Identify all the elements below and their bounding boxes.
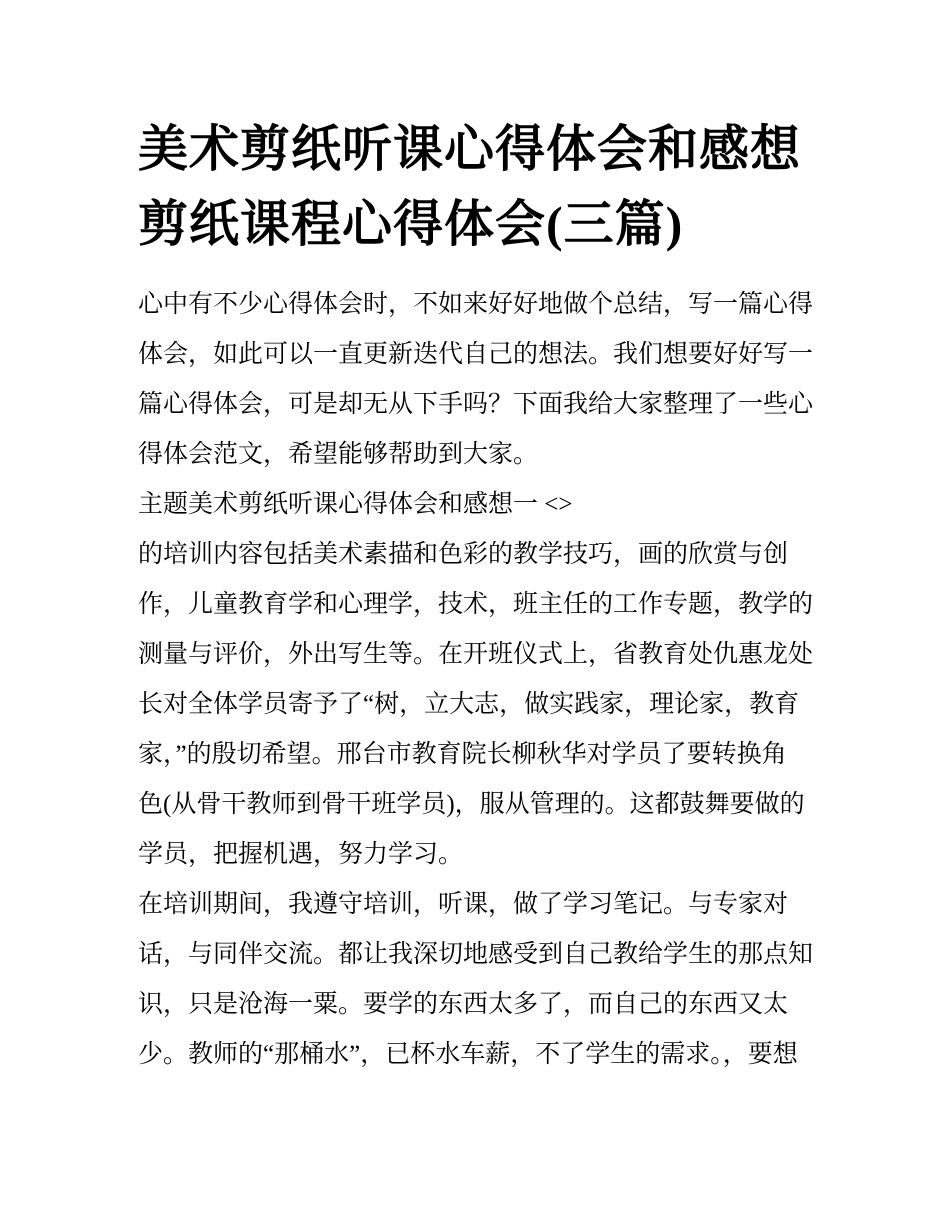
text-line: 的培训内容包括美术素描和色彩的教学技巧，画的欣赏与创 bbox=[138, 541, 789, 568]
document-title-line-2: 剪纸课程心得体会(三篇) bbox=[138, 196, 684, 252]
text-line: 少。教师的“那桶水”，已杯水车薪，不了学生的需求。，要想 bbox=[138, 1041, 798, 1068]
text-line: 主题美术剪纸听课心得体会和感想一 <> bbox=[138, 491, 573, 518]
paragraph-training-experience bbox=[138, 880, 820, 1080]
paragraph-intro bbox=[138, 280, 820, 480]
text-line: 话，与同伴交流。都让我深切地感受到自己教给学生的那点知 bbox=[138, 941, 814, 968]
text-line: 色(从骨干教师到骨干班学员)，服从管理的。这都鼓舞要做的 bbox=[138, 791, 805, 818]
text-line: 学员，把握机遇，努力学习。 bbox=[138, 841, 464, 868]
text-line: 得体会范文，希望能够帮助到大家。 bbox=[138, 441, 539, 468]
document-title bbox=[138, 112, 820, 262]
text-line: 作，儿童教育学和心理学，技术，班主任的工作专题，教学的 bbox=[138, 591, 814, 618]
text-line: 测量与评价，外出写生等。在开班仪式上，省教育处仇惠龙处 bbox=[138, 641, 814, 668]
text-line: 长对全体学员寄予了“树，立大志，做实践家，理论家，教育 bbox=[138, 691, 800, 718]
paragraph-training-content bbox=[138, 530, 820, 880]
text-line: 家，”的殷切希望。邢台市教育院长柳秋华对学员了要转换角 bbox=[138, 741, 787, 768]
text-line: 篇心得体会，可是却无从下手吗？下面我给大家整理了一些心 bbox=[138, 391, 814, 418]
document-body bbox=[138, 280, 820, 1080]
text-line: 在培训期间，我遵守培训，听课，做了学习笔记。与专家对 bbox=[138, 891, 789, 918]
text-line: 体会，如此可以一直更新迭代自己的想法。我们想要好好写一 bbox=[138, 341, 814, 368]
text-line: 识，只是沧海一粟。要学的东西太多了，而自己的东西又太 bbox=[138, 991, 789, 1018]
paragraph-topic-heading bbox=[138, 480, 820, 530]
text-line: 心中有不少心得体会时，不如来好好地做个总结，写一篇心得 bbox=[138, 291, 814, 318]
document-title-line-1: 美术剪纸听课心得体会和感想 bbox=[138, 121, 801, 177]
